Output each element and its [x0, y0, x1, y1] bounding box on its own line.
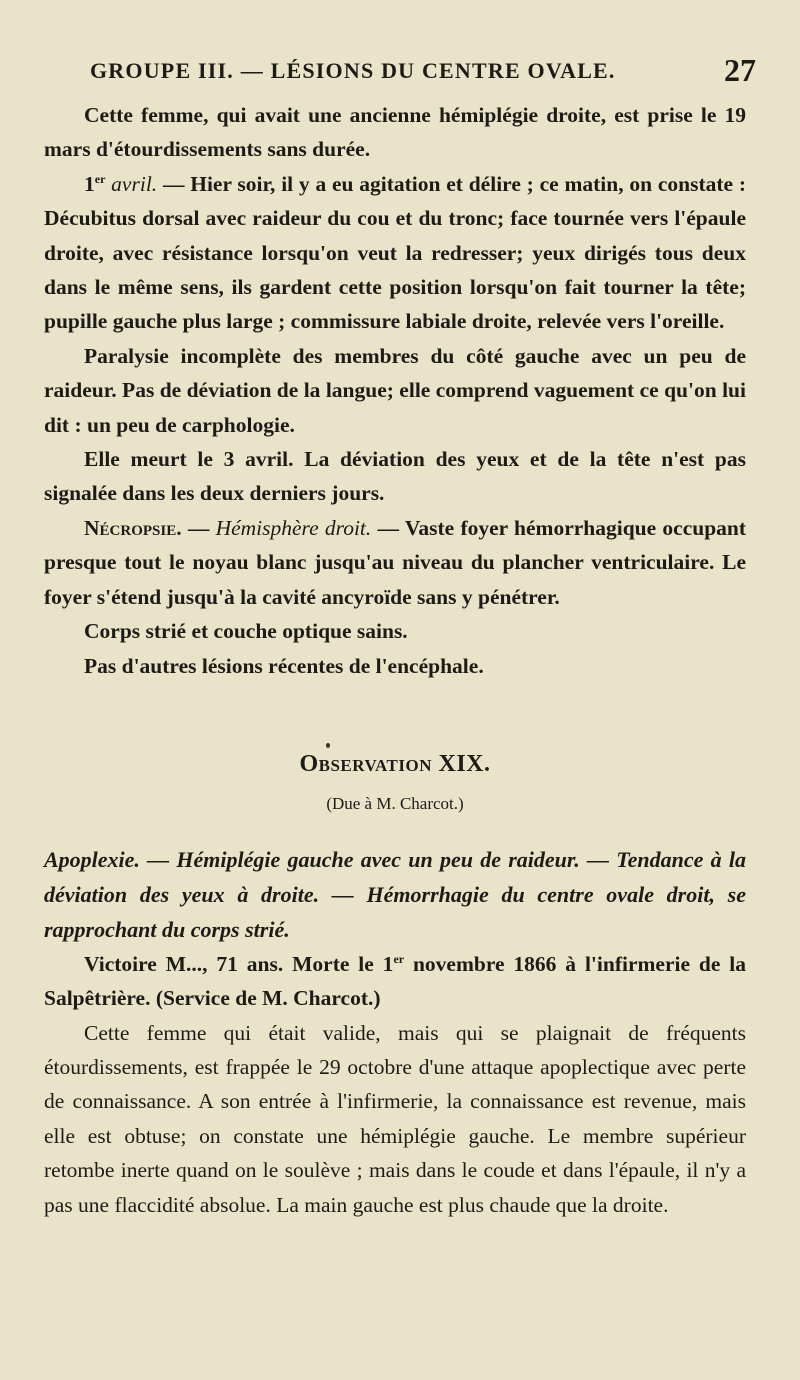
print-speck — [326, 743, 330, 748]
paragraph-2-text: — Hier soir, il y a eu agitation et délire ; ce matin, on constate : Décubitus dorsal avec raideur du cou et du tronc; face tournée vers l'épaule droite, avec résistance lorsqu'on veut la redresser; yeux dirigés tous deux dans le même sens, ils gardent cette position lorsqu'on fait tourner la tête; pupille gauche plus large ; commissure labiale droite, relevée vers l'oreille. — [44, 171, 746, 334]
date-ordinal: er — [94, 171, 106, 186]
necropsy-text: — Vaste foyer hémorrhagique occupant presque tout le noyau blanc jusqu'au niveau du plancher ventriculaire. Le foyer s'étend jusqu'à la cavité ancyroïde sans y pénétrer. — [44, 515, 747, 609]
paragraph-4: Elle meurt le 3 avril. La déviation des yeux et de la tête n'est pas signalée dans les deux derniers jours. — [44, 447, 746, 506]
obs-p1-a: Victoire M..., 71 ans. Morte le 1 — [84, 951, 394, 976]
necropsy-italic: Hémisphère droit. — [215, 515, 372, 540]
observation-title: Observation XIX. — [299, 750, 491, 777]
observation-paragraph-1 — [44, 947, 746, 1016]
observation-summary: Apoplexie. — Hémiplégie gauche avec un peu de raideur. — Tendance à la déviation des yeux à droite. — Hémorrhagie du centre ovale droit, se rapprochant du corps strié. — [44, 846, 746, 942]
running-head: GROUPE III. — LÉSIONS DU CENTRE OVALE. — [90, 58, 616, 83]
paragraph-6: Corps strié et couche optique sains. — [84, 619, 408, 644]
paragraph-5 — [44, 511, 746, 614]
necropsy-dash: — — [181, 515, 216, 540]
obs-p1-b: novembre 1866 à l'infirmerie de la Salpêtrière. (Service de M. Charcot.) — [44, 951, 747, 1011]
observation-paragraph-2: Cette femme qui était valide, mais qui se plaignait de fréquents étourdissements, est frappée le 29 octobre d'une attaque apoplectique avec perte de connaissance. A son entrée à l'infirmerie, la connaissance est revenue, mais elle est obtuse; on constate une hémiplégie gauche. Le membre supérieur retombe inerte quand on le soulève ; mais dans le coude et dans l'épaule, il n'y a pas une flaccidité absolue. La main gauche est plus chaude que la droite. — [44, 1020, 746, 1217]
paragraph-2 — [44, 167, 746, 339]
date-number: 1 — [84, 171, 95, 196]
page-header — [40, 52, 760, 98]
date-word: avril. — [105, 171, 158, 196]
page-number: 27 — [724, 52, 756, 88]
observation-credit: (Due à M. Charcot.) — [326, 794, 464, 814]
obs-p1-ordinal: er — [393, 951, 405, 966]
paragraph-7: Pas d'autres lésions récentes de l'encéphale. — [84, 653, 484, 678]
paragraph-1: Cette femme, qui avait une ancienne hémiplégie droite, est prise le 19 mars d'étourdissements sans durée. — [44, 103, 746, 162]
body-text — [44, 98, 746, 1222]
paragraph-3: Paralysie incomplète des membres du côté gauche avec un peu de raideur. Pas de déviation de la langue; elle comprend vaguement ce qu'on lui dit : un peu de carphologie. — [44, 343, 746, 437]
necropsy-label: Nécropsie. — [84, 515, 182, 540]
